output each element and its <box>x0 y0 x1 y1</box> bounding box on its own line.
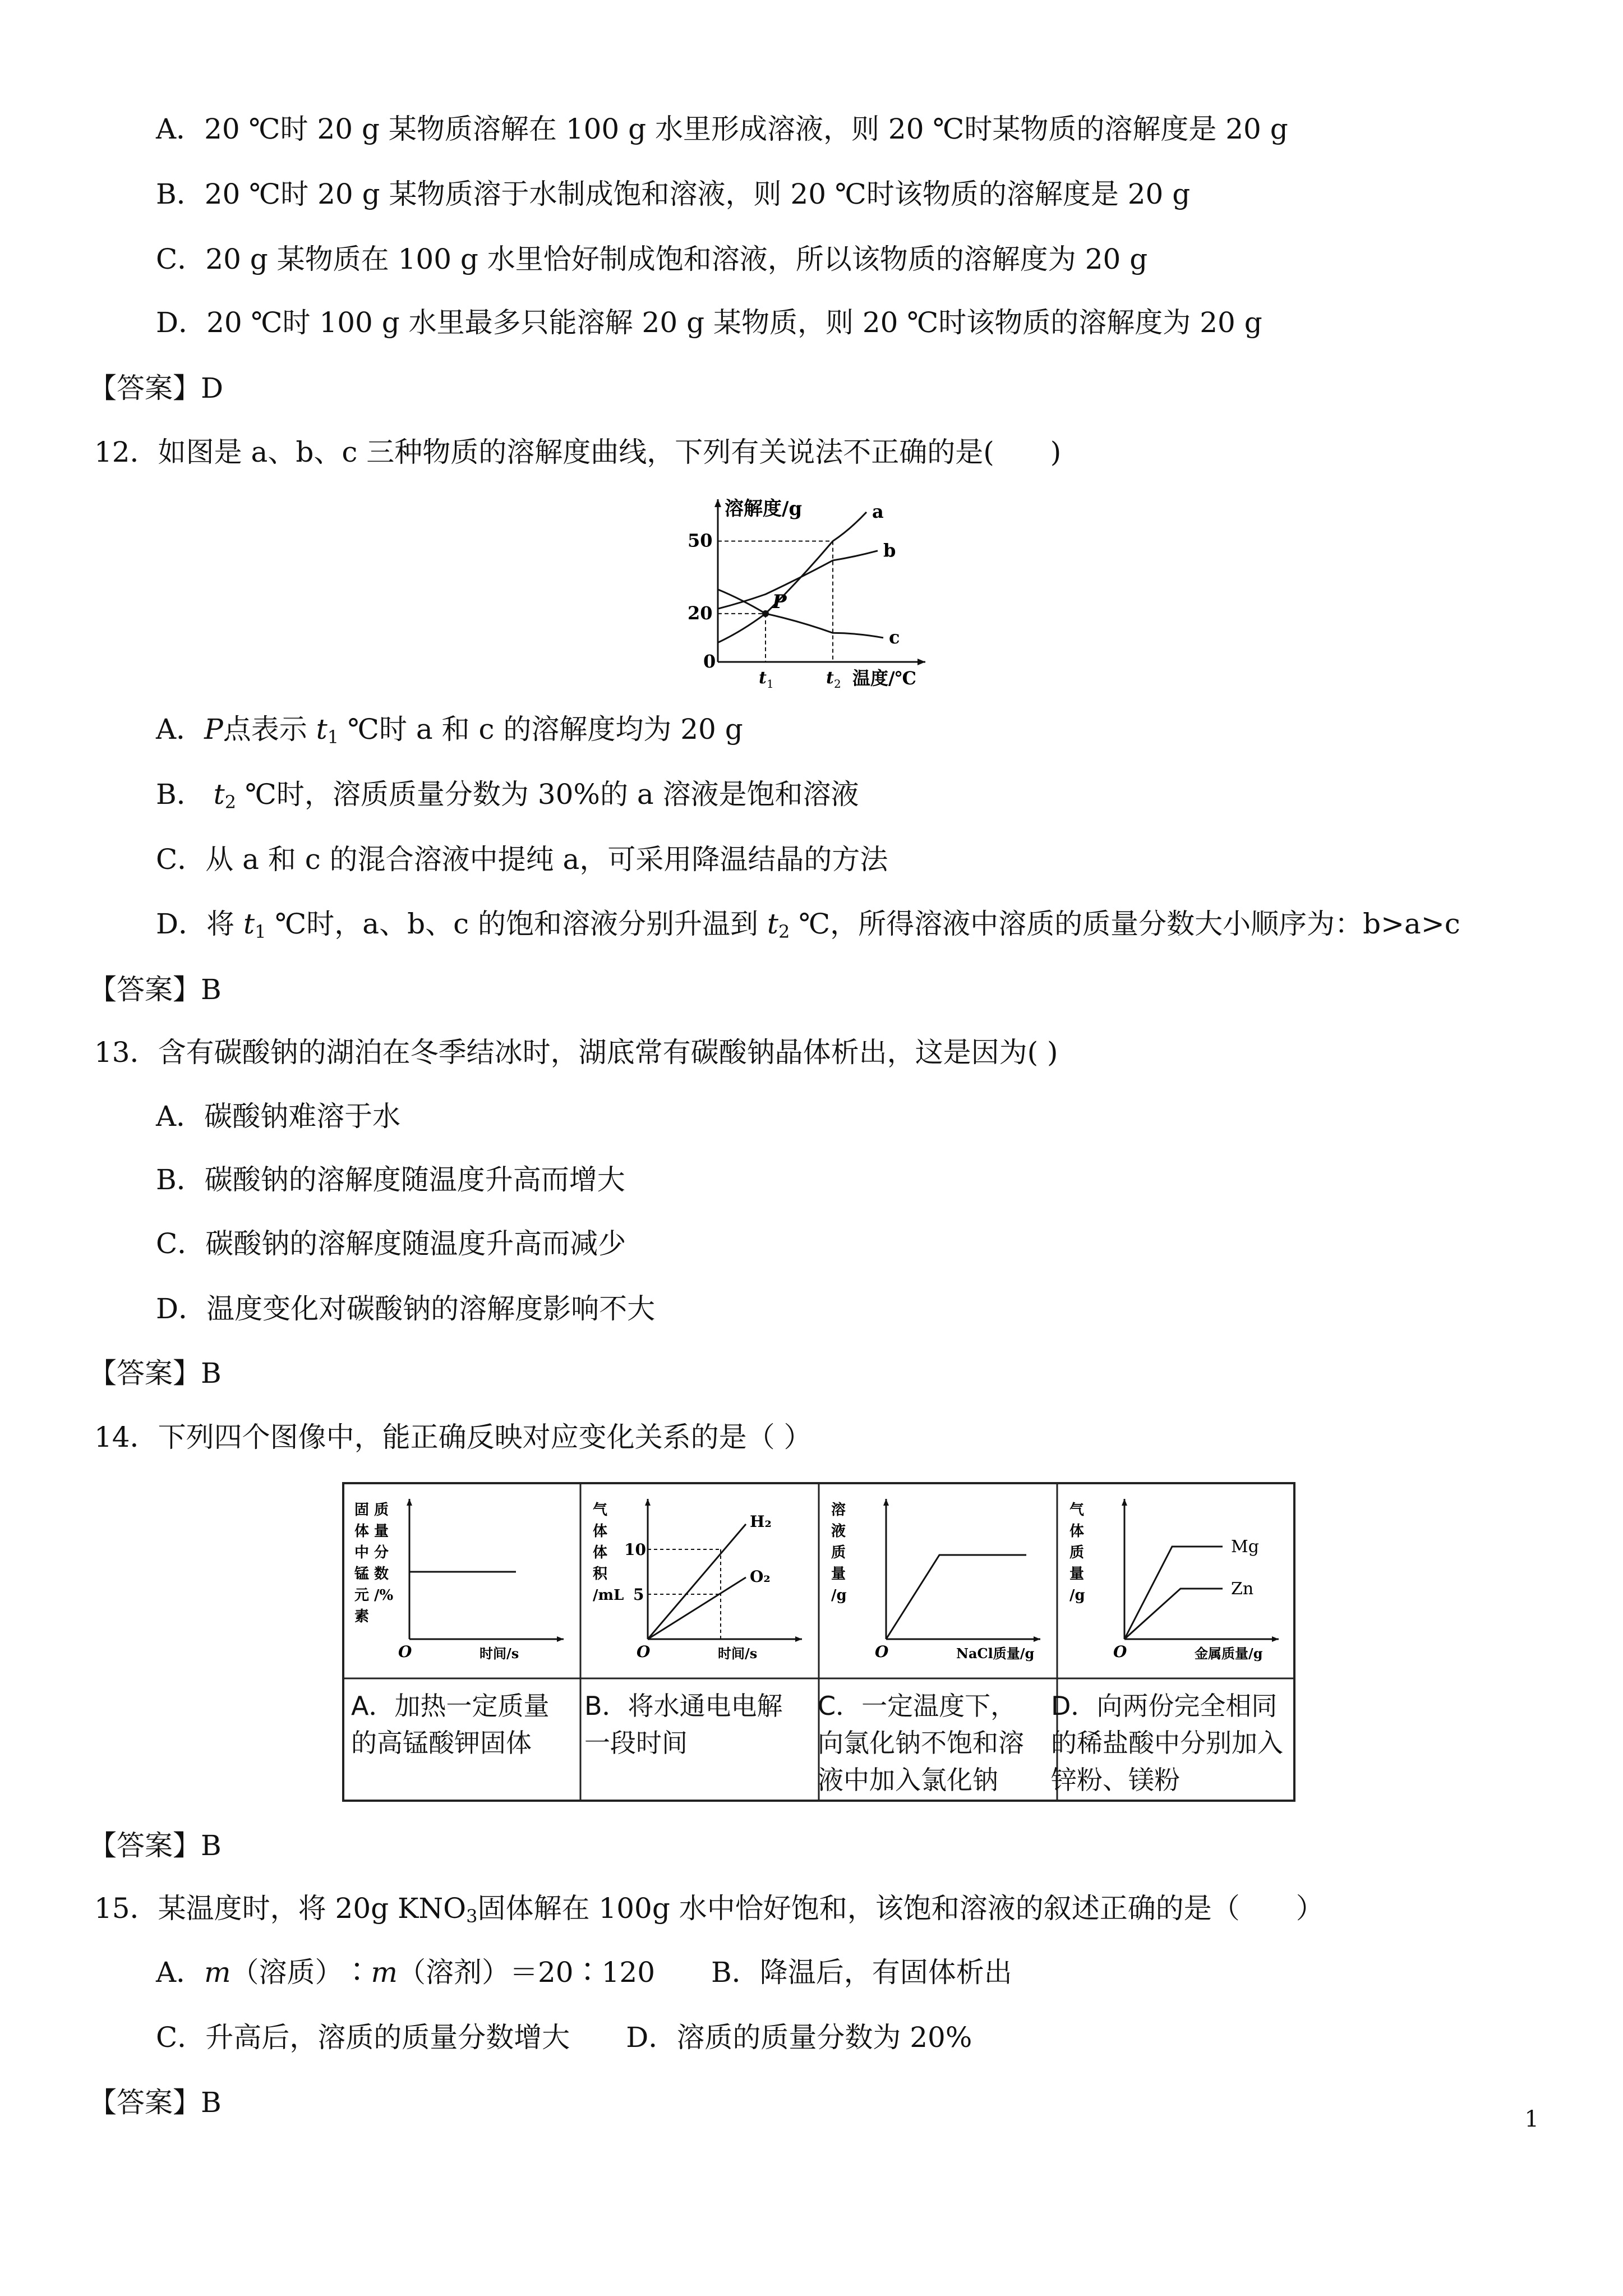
q12-stem: 12．如图是 a、b、c 三种物质的溶解度曲线，下列有关说法不正确的是( ) <box>94 436 1062 468</box>
panel-c-xlabel: NaCl质量/g <box>956 1645 1035 1662</box>
q11-option-d: D．20 ℃时 100 g 水里最多只能溶解 20 g 某物质，则 20 ℃时该物质的溶解度为 20 g <box>156 306 1262 339</box>
q15-stem-pre: 15．某温度时，将 20g KNO <box>94 1892 467 1925</box>
q12-option-d-rest: ℃，所得溶液中溶质的质量分数大小顺序为：b>a>c <box>790 908 1460 940</box>
panel-b-ylabel-line: 气 <box>593 1502 608 1519</box>
q12-option-d-sub2: 2 <box>778 921 790 942</box>
panel-d-xlabel: 金属质量/g <box>1195 1645 1263 1662</box>
panel-d-ylabel-line: 质 <box>1069 1544 1085 1561</box>
q15-option-c: C．升高后，溶质的质量分数增大 <box>156 2021 570 2054</box>
panel-a-x-arrow <box>557 1636 564 1642</box>
panel-a-ylabel-line: 固 质 <box>354 1502 389 1519</box>
q15-option-b: B．降温后，有固体析出 <box>711 1956 1012 1989</box>
q15-option-a-m1: m <box>204 1956 231 1989</box>
q13-option-d: D．温度变化对碳酸钠的溶解度影响不大 <box>156 1292 656 1325</box>
panel-b-h2-line <box>648 1524 746 1639</box>
panel-d-x-arrow <box>1272 1636 1279 1642</box>
q15-option-a-prefix: A． <box>156 1956 205 1989</box>
panel-b-h2-label: H₂ <box>750 1512 772 1531</box>
curve-label-b: b <box>883 539 896 561</box>
q12-option-c: C．从 a 和 c 的混合溶液中提纯 a，可采用降温结晶的方法 <box>156 843 888 876</box>
panel-d-ylabel-line: 气 <box>1069 1502 1085 1519</box>
q12-option-b-rest: ℃时，溶质质量分数为 30%的 a 溶液是饱和溶液 <box>236 778 859 811</box>
q13-stem: 13．含有碳酸钠的湖泊在冬季结冰时，湖底常有碳酸钠晶体析出，这是因为( ) <box>94 1036 1058 1069</box>
curve-c <box>718 590 883 638</box>
y-axis-label: 溶解度/g <box>725 498 803 520</box>
q14-caption-a: A．加热一定质量的高锰酸钾固体 <box>351 1691 550 1758</box>
panel-b-ylabel-line: 积 <box>593 1566 608 1582</box>
curve-label-a: a <box>872 500 884 522</box>
panel-b-x-arrow <box>795 1636 802 1642</box>
q14-caption-c: C．一定温度下，向氯化钠不饱和溶液中加入氯化钠 <box>818 1691 1024 1795</box>
panel-d-y-arrow <box>1122 1499 1127 1506</box>
panel-b-xlabel: 时间/s <box>718 1645 758 1662</box>
q15-options-row-2 <box>156 2021 972 2054</box>
point-p-label: P <box>772 590 787 613</box>
q12-option-a-p: P <box>204 713 223 746</box>
x-tick-sub-1: 1 <box>767 677 774 690</box>
q12-option-a-t: t <box>316 713 328 746</box>
q12-option-d-t2: t <box>767 908 778 940</box>
panel-d-zn-label: Zn <box>1231 1579 1254 1599</box>
panel-b-tick-5: 5 <box>633 1585 644 1604</box>
q12-option-d-mid: ℃时，a、b、c 的饱和溶液分别升温到 <box>266 908 767 940</box>
x-tick-2: t <box>826 668 834 688</box>
q15-options-row-1 <box>156 1955 1012 1989</box>
panel-b-ylabel-line: 体 <box>593 1523 608 1540</box>
panel-b-y-arrow <box>645 1499 651 1506</box>
panel-d-ylabel-line: 体 <box>1069 1523 1085 1540</box>
q11-option-a: A．20 ℃时 20 g 某物质溶解在 100 g 水里形成溶液，则 20 ℃时某物质的溶解度是 20 g <box>156 113 1288 145</box>
panel-b-origin: O <box>637 1642 651 1661</box>
q12-option-a-mid: 点表示 <box>223 713 316 746</box>
panel-a-ylabel-line: 锰 数 <box>354 1566 389 1582</box>
q12-answer: 【答案】B <box>89 973 222 1006</box>
panel-d-ylabel-line: /g <box>1069 1587 1085 1604</box>
panel-d-mg-label: Mg <box>1231 1537 1259 1557</box>
point-p <box>762 610 769 617</box>
panel-a-ylabel-line: 中 分 <box>354 1544 389 1561</box>
panel-d-ylabel-line: 量 <box>1069 1566 1085 1582</box>
q15-option-a-t1: （溶质）∶ <box>230 1956 371 1989</box>
q12-option-b-t: t <box>213 778 225 811</box>
panel-c-ylabel-line: /g <box>831 1587 847 1604</box>
page-number: 1 <box>1524 2106 1539 2132</box>
q13-option-c: C．碳酸钠的溶解度随温度升高而减少 <box>156 1227 626 1260</box>
panel-b-ylabel-line: 体 <box>593 1544 608 1561</box>
q12-option-d <box>156 907 1460 949</box>
panel-c-ylabel-line: 液 <box>831 1523 846 1540</box>
q12-option-d-sub1: 1 <box>255 921 266 942</box>
q12-option-d-t1: t <box>243 908 255 940</box>
q11-option-b: B．20 ℃时 20 g 某物质溶于水制成饱和溶液，则 20 ℃时该物质的溶解度是 20 g <box>156 178 1191 210</box>
panel-c-ylabel-line: 量 <box>831 1566 846 1582</box>
q12-option-a <box>156 712 743 754</box>
q15-option-d: D．溶质的质量分数为 20% <box>626 2021 972 2054</box>
y-tick-50: 50 <box>688 530 713 551</box>
x-tick-1: t <box>759 668 767 688</box>
q13-answer: 【答案】B <box>89 1357 222 1389</box>
q11-option-c: C．20 g 某物质在 100 g 水里恰好制成饱和溶液，所以该物质的溶解度为 20 g <box>156 243 1148 275</box>
q15-stem-sub: 3 <box>466 1906 478 1927</box>
q14-caption-b: B．将水通电电解一段时间 <box>584 1691 783 1758</box>
q15-answer: 【答案】B <box>89 2086 222 2119</box>
x-tick-sub-2: 2 <box>834 677 841 690</box>
curve-a <box>718 512 866 643</box>
y-axis-arrow <box>714 499 721 507</box>
q13-option-a: A．碳酸钠难溶于水 <box>156 1100 401 1133</box>
q14-answer: 【答案】B <box>89 1829 222 1862</box>
q12-option-a-sub: 1 <box>327 726 339 748</box>
panel-a-ylabel-line: 素 <box>354 1608 370 1625</box>
panel-c-y-arrow <box>883 1499 889 1506</box>
q12-option-b-sub: 2 <box>224 792 237 813</box>
q15-stem <box>94 1892 1324 1933</box>
panel-b-ylabel-line: /mL <box>593 1587 624 1604</box>
panel-a-origin: O <box>398 1642 412 1661</box>
q14-figure-table <box>342 1482 1295 1802</box>
panel-b-o2-line <box>648 1577 746 1639</box>
panel-c-x-arrow <box>1034 1636 1040 1642</box>
q14-stem: 14．下列四个图像中，能正确反映对应变化关系的是（ ） <box>94 1421 812 1453</box>
q12-option-b <box>156 777 859 819</box>
panel-a-ylabel-line: 元 /% <box>354 1587 394 1604</box>
panel-a-ylabel-line: 体 量 <box>354 1523 389 1540</box>
panel-d-origin: O <box>1113 1642 1127 1661</box>
x-axis-arrow <box>917 659 925 665</box>
panel-c-ylabel-line: 质 <box>831 1544 846 1561</box>
q15-option-a-m2: m <box>371 1956 398 1989</box>
origin-label: 0 <box>703 651 716 672</box>
panel-c-line <box>886 1555 1026 1639</box>
q15-stem-rest: 固体解在 100g 水中恰好饱和，该饱和溶液的叙述正确的是（ ） <box>477 1892 1324 1925</box>
q12-option-a-rest: ℃时 a 和 c 的溶解度均为 20 g <box>339 713 743 746</box>
curve-label-c: c <box>889 626 900 648</box>
panel-d-zn-line <box>1124 1589 1223 1639</box>
q12-option-b-prefix: B． <box>156 778 214 811</box>
q15-option-a-t2: （溶剂）＝20∶120 <box>397 1956 656 1989</box>
panel-a-xlabel: 时间/s <box>479 1645 519 1662</box>
panel-c-origin: O <box>875 1642 889 1661</box>
panel-c-ylabel-line: 溶 <box>831 1502 846 1519</box>
q14-caption-d: D．向两份完全相同的稀盐酸中分别加入锌粉、镁粉 <box>1051 1691 1283 1795</box>
panel-b-o2-label: O₂ <box>750 1567 771 1586</box>
q12-option-a-prefix: A． <box>156 713 205 746</box>
y-tick-20: 20 <box>688 602 713 624</box>
q12-solubility-chart <box>684 488 953 690</box>
panel-b-tick-10: 10 <box>624 1540 646 1559</box>
q12-option-d-prefix: D．将 <box>156 908 243 940</box>
q11-answer: 【答案】D <box>89 372 224 404</box>
x-axis-label: 温度/℃ <box>852 668 917 689</box>
q13-option-b: B．碳酸钠的溶解度随温度升高而增大 <box>156 1163 625 1196</box>
panel-a-y-arrow <box>407 1499 412 1506</box>
